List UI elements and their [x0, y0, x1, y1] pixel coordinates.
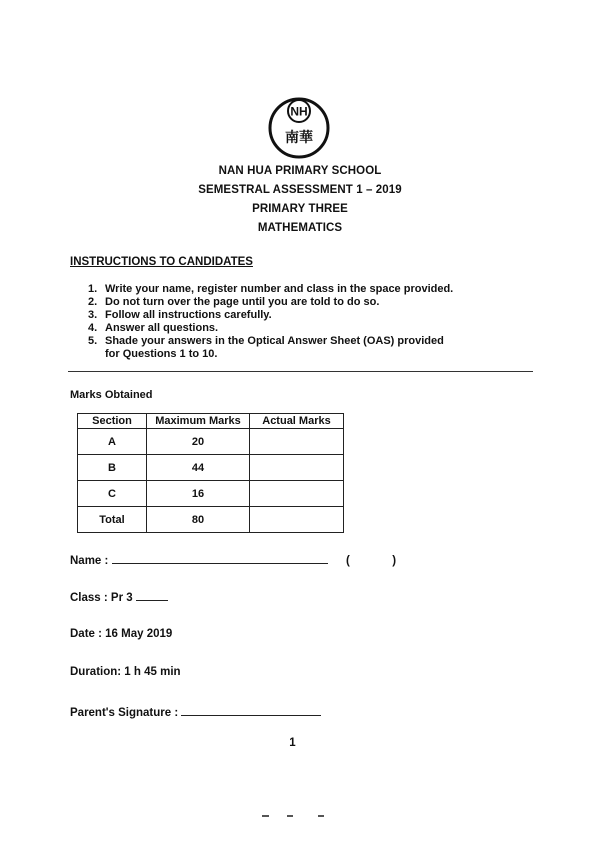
header-actual-marks: Actual Marks	[250, 414, 344, 429]
class-field	[70, 590, 168, 604]
name-blank[interactable]	[112, 553, 328, 564]
instruction-item	[88, 322, 453, 335]
instruction-number: 4.	[88, 322, 98, 334]
scan-artifact	[318, 815, 324, 817]
assessment-title: SEMESTRAL ASSESSMENT 1 – 2019	[198, 184, 402, 196]
table-row	[78, 507, 344, 533]
max-marks-cell: 20	[147, 429, 250, 455]
instruction-number: 1.	[88, 283, 98, 295]
actual-marks-cell[interactable]	[250, 507, 344, 533]
register-number-blank[interactable]	[353, 554, 389, 564]
name-field	[70, 553, 396, 567]
school-logo	[268, 97, 330, 159]
level-title: PRIMARY THREE	[252, 203, 348, 215]
instruction-number: 5.	[88, 335, 98, 347]
instruction-item	[88, 309, 453, 322]
table-row	[78, 455, 344, 481]
scan-artifact	[287, 815, 293, 817]
logo-chinese-name: 南華	[285, 130, 313, 146]
header-section: Section	[78, 414, 147, 429]
section-divider	[68, 371, 533, 372]
scan-artifact	[262, 815, 269, 817]
logo-initials: NH	[290, 104, 308, 119]
instruction-item	[88, 283, 453, 296]
duration-field: Duration: 1 h 45 min	[70, 666, 181, 678]
instruction-item	[88, 335, 453, 361]
marks-obtained-label: Marks Obtained	[70, 389, 153, 401]
table-header-row	[78, 414, 344, 429]
max-marks-cell: 16	[147, 481, 250, 507]
instruction-number: 3.	[88, 309, 98, 321]
table-row	[78, 429, 344, 455]
signature-field	[70, 705, 321, 719]
section-cell: C	[78, 481, 147, 507]
instruction-text: Follow all instructions carefully.	[105, 309, 272, 321]
section-cell: Total	[78, 507, 147, 533]
header-maximum-marks: Maximum Marks	[147, 414, 250, 429]
max-marks-cell: 80	[147, 507, 250, 533]
instructions-list	[88, 283, 453, 361]
name-label: Name :	[70, 555, 109, 567]
instruction-text: Answer all questions.	[105, 322, 219, 334]
page-number: 1	[289, 737, 296, 749]
signature-label: Parent's Signature :	[70, 707, 179, 719]
school-crest-icon	[268, 97, 330, 159]
class-blank[interactable]	[136, 590, 168, 601]
subject-title: MATHEMATICS	[257, 222, 343, 234]
register-open-paren: (	[345, 555, 350, 567]
section-cell: A	[78, 429, 147, 455]
instruction-number: 2.	[88, 296, 98, 308]
class-label: Class : Pr 3	[70, 592, 133, 604]
actual-marks-cell[interactable]	[250, 481, 344, 507]
section-cell: B	[78, 455, 147, 481]
actual-marks-cell[interactable]	[250, 455, 344, 481]
register-close-paren: )	[392, 555, 397, 567]
max-marks-cell: 44	[147, 455, 250, 481]
instruction-text: Do not turn over the page until you are told to do so.	[105, 296, 380, 308]
instruction-item	[88, 296, 453, 309]
signature-blank[interactable]	[181, 705, 321, 716]
school-name: NAN HUA PRIMARY SCHOOL	[218, 165, 382, 177]
table-row	[78, 481, 344, 507]
marks-table	[77, 413, 344, 533]
actual-marks-cell[interactable]	[250, 429, 344, 455]
instruction-text: Write your name, register number and class in the space provided.	[105, 283, 454, 295]
instruction-text: Shade your answers in the Optical Answer Sheet (OAS) provided for Questions 1 to 10.	[105, 335, 444, 360]
date-field: Date : 16 May 2019	[70, 628, 173, 640]
instructions-heading: INSTRUCTIONS TO CANDIDATES	[70, 256, 253, 268]
